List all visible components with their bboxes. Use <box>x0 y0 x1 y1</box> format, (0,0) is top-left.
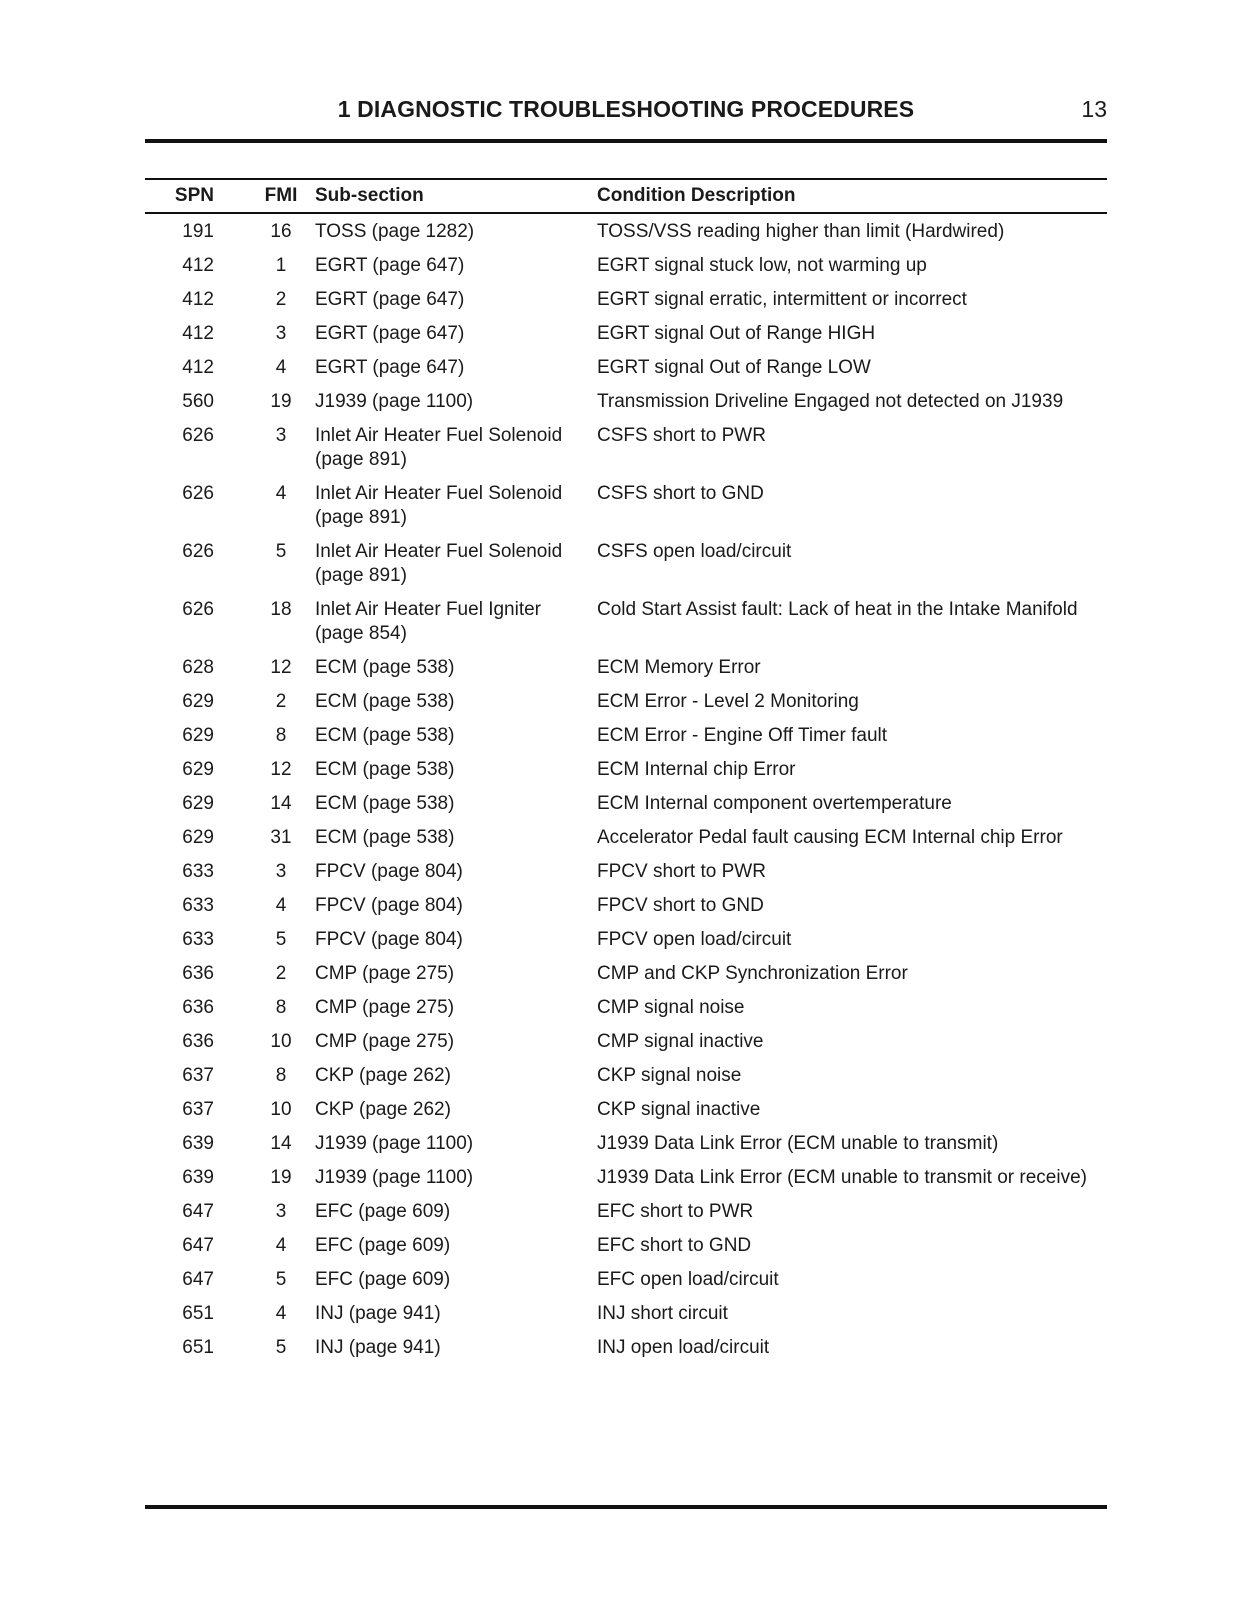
cell-spn: 560 <box>182 391 214 412</box>
cell-fmi: 5 <box>275 929 287 950</box>
cell-fmi: 18 <box>270 599 292 620</box>
page-title: 1 DIAGNOSTIC TROUBLESHOOTING PROCEDURES <box>337 96 915 122</box>
cell-sub-section: ECM (page 538) <box>315 793 455 814</box>
cell-sub-section: EFC (page 609) <box>315 1201 451 1222</box>
cell-fmi: 2 <box>275 289 287 310</box>
cell-condition-description: CKP signal inactive <box>597 1099 761 1120</box>
cell-sub-section: ECM (page 538) <box>315 691 455 712</box>
table-row <box>145 650 1107 684</box>
page-number: 13 <box>1081 96 1107 122</box>
table-row <box>145 418 1107 476</box>
table-row <box>145 684 1107 718</box>
table-row <box>145 888 1107 922</box>
table-row <box>145 956 1107 990</box>
cell-condition-description: CMP and CKP Synchronization Error <box>597 963 908 984</box>
cell-sub-section: CMP (page 275) <box>315 963 455 984</box>
cell-sub-section: CKP (page 262) <box>315 1099 451 1120</box>
cell-fmi: 3 <box>275 323 287 344</box>
cell-sub-section: EGRT (page 647) <box>315 289 465 310</box>
cell-fmi: 4 <box>275 483 287 504</box>
table-row <box>145 1024 1107 1058</box>
cell-sub-section: EGRT (page 647) <box>315 357 465 378</box>
cell-fmi: 31 <box>270 827 292 848</box>
cell-fmi: 5 <box>275 541 287 562</box>
cell-fmi: 3 <box>275 425 287 446</box>
table-row <box>145 786 1107 820</box>
cell-condition-description: ECM Internal chip Error <box>597 759 796 780</box>
cell-spn: 628 <box>182 657 214 678</box>
cell-condition-description: INJ open load/circuit <box>597 1337 770 1358</box>
cell-condition-description: J1939 Data Link Error (ECM unable to transmit or receive) <box>597 1167 1087 1188</box>
cell-spn: 412 <box>182 255 214 276</box>
cell-sub-section: Inlet Air Heater Fuel Solenoid (page 891) <box>315 541 563 586</box>
cell-condition-description: ECM Internal component overtemperature <box>597 793 952 814</box>
cell-spn: 633 <box>182 929 214 950</box>
table-row <box>145 476 1107 534</box>
cell-condition-description: EGRT signal Out of Range LOW <box>597 357 871 378</box>
table-body <box>145 213 1107 1364</box>
table-row <box>145 384 1107 418</box>
cell-sub-section: CMP (page 275) <box>315 1031 455 1052</box>
cell-condition-description: TOSS/VSS reading higher than limit (Hardwired) <box>597 221 1005 242</box>
cell-spn: 633 <box>182 861 214 882</box>
diagnostic-table-container <box>145 178 1107 1364</box>
cell-sub-section: EGRT (page 647) <box>315 323 465 344</box>
cell-sub-section: Inlet Air Heater Fuel Igniter (page 854) <box>315 599 541 644</box>
table-row <box>145 854 1107 888</box>
cell-sub-section: FPCV (page 804) <box>315 929 463 950</box>
table-row <box>145 592 1107 650</box>
cell-condition-description: EGRT signal stuck low, not warming up <box>597 255 927 276</box>
column-header-condition-description: Condition Description <box>597 185 796 206</box>
cell-spn: 412 <box>182 357 214 378</box>
cell-fmi: 4 <box>275 1235 287 1256</box>
cell-spn: 651 <box>182 1337 214 1358</box>
cell-spn: 629 <box>182 691 214 712</box>
cell-condition-description: INJ short circuit <box>597 1303 728 1324</box>
cell-sub-section: TOSS (page 1282) <box>315 221 475 242</box>
cell-sub-section: Inlet Air Heater Fuel Solenoid (page 891) <box>315 425 563 470</box>
cell-fmi: 3 <box>275 1201 287 1222</box>
cell-fmi: 19 <box>270 1167 292 1188</box>
table-row <box>145 1228 1107 1262</box>
cell-fmi: 4 <box>275 357 287 378</box>
cell-condition-description: FPCV short to PWR <box>597 861 766 882</box>
cell-sub-section: EGRT (page 647) <box>315 255 465 276</box>
cell-condition-description: EFC short to PWR <box>597 1201 754 1222</box>
cell-spn: 191 <box>182 221 214 242</box>
cell-spn: 636 <box>182 1031 214 1052</box>
cell-spn: 647 <box>182 1269 214 1290</box>
cell-condition-description: EFC open load/circuit <box>597 1269 779 1290</box>
cell-fmi: 8 <box>275 725 287 746</box>
table-row <box>145 752 1107 786</box>
cell-fmi: 12 <box>270 657 292 678</box>
cell-spn: 629 <box>182 793 214 814</box>
cell-fmi: 12 <box>270 759 292 780</box>
cell-sub-section: ECM (page 538) <box>315 759 455 780</box>
cell-sub-section: ECM (page 538) <box>315 827 455 848</box>
cell-condition-description: EGRT signal erratic, intermittent or incorrect <box>597 289 967 310</box>
table-row <box>145 1194 1107 1228</box>
cell-spn: 637 <box>182 1065 214 1086</box>
cell-spn: 626 <box>182 483 214 504</box>
cell-sub-section: J1939 (page 1100) <box>315 391 474 412</box>
table-row <box>145 282 1107 316</box>
column-header-sub-section: Sub-section <box>315 185 424 206</box>
cell-fmi: 3 <box>275 861 287 882</box>
table-row <box>145 248 1107 282</box>
cell-condition-description: CSFS short to PWR <box>597 425 766 446</box>
cell-fmi: 14 <box>270 1133 292 1154</box>
cell-sub-section: J1939 (page 1100) <box>315 1133 474 1154</box>
cell-condition-description: CSFS short to GND <box>597 483 764 504</box>
cell-sub-section: INJ (page 941) <box>315 1337 441 1358</box>
cell-spn: 629 <box>182 827 214 848</box>
cell-sub-section: Inlet Air Heater Fuel Solenoid (page 891) <box>315 483 563 528</box>
cell-fmi: 10 <box>270 1099 292 1120</box>
cell-sub-section: INJ (page 941) <box>315 1303 441 1324</box>
cell-spn: 629 <box>182 725 214 746</box>
cell-condition-description: ECM Memory Error <box>597 657 761 678</box>
cell-fmi: 8 <box>275 1065 287 1086</box>
cell-condition-description: J1939 Data Link Error (ECM unable to transmit) <box>597 1133 999 1154</box>
cell-condition-description: CSFS open load/circuit <box>597 541 792 562</box>
cell-fmi: 14 <box>270 793 292 814</box>
cell-spn: 651 <box>182 1303 214 1324</box>
table-row <box>145 213 1107 248</box>
cell-spn: 647 <box>182 1235 214 1256</box>
cell-spn: 647 <box>182 1201 214 1222</box>
cell-spn: 626 <box>182 425 214 446</box>
table-row <box>145 718 1107 752</box>
table-row <box>145 1296 1107 1330</box>
cell-fmi: 2 <box>275 691 287 712</box>
cell-sub-section: CKP (page 262) <box>315 1065 451 1086</box>
cell-fmi: 1 <box>275 255 287 276</box>
cell-spn: 412 <box>182 323 214 344</box>
cell-condition-description: Accelerator Pedal fault causing ECM Internal chip Error <box>597 827 1063 848</box>
cell-fmi: 16 <box>270 221 292 242</box>
table-row <box>145 1058 1107 1092</box>
cell-fmi: 5 <box>275 1269 287 1290</box>
cell-spn: 636 <box>182 963 214 984</box>
footer-rule <box>145 1505 1107 1509</box>
cell-fmi: 4 <box>275 895 287 916</box>
cell-fmi: 2 <box>275 963 287 984</box>
cell-fmi: 10 <box>270 1031 292 1052</box>
table-row <box>145 350 1107 384</box>
cell-spn: 639 <box>182 1133 214 1154</box>
table-row <box>145 1160 1107 1194</box>
table-header-row <box>145 179 1107 213</box>
cell-condition-description: Transmission Driveline Engaged not detected on J1939 <box>597 391 1064 412</box>
table-row <box>145 316 1107 350</box>
cell-fmi: 4 <box>275 1303 287 1324</box>
cell-condition-description: CMP signal noise <box>597 997 745 1018</box>
column-header-fmi: FMI <box>264 185 298 206</box>
cell-fmi: 5 <box>275 1337 287 1358</box>
table-row <box>145 990 1107 1024</box>
cell-sub-section: EFC (page 609) <box>315 1269 451 1290</box>
cell-condition-description: ECM Error - Level 2 Monitoring <box>597 691 859 712</box>
table-row <box>145 1126 1107 1160</box>
cell-condition-description: FPCV open load/circuit <box>597 929 792 950</box>
cell-sub-section: FPCV (page 804) <box>315 861 463 882</box>
cell-spn: 637 <box>182 1099 214 1120</box>
cell-condition-description: Cold Start Assist fault: Lack of heat in the Intake Manifold <box>597 599 1078 620</box>
table-row <box>145 534 1107 592</box>
cell-fmi: 8 <box>275 997 287 1018</box>
table-header <box>145 179 1107 213</box>
column-header-spn: SPN <box>174 185 214 206</box>
cell-sub-section: ECM (page 538) <box>315 725 455 746</box>
cell-spn: 633 <box>182 895 214 916</box>
cell-spn: 639 <box>182 1167 214 1188</box>
page-header <box>145 96 1107 128</box>
cell-sub-section: EFC (page 609) <box>315 1235 451 1256</box>
cell-condition-description: EGRT signal Out of Range HIGH <box>597 323 876 344</box>
cell-condition-description: EFC short to GND <box>597 1235 752 1256</box>
cell-condition-description: FPCV short to GND <box>597 895 764 916</box>
table-row <box>145 1262 1107 1296</box>
cell-condition-description: CMP signal inactive <box>597 1031 764 1052</box>
diagnostic-code-table <box>145 178 1107 1364</box>
cell-sub-section: FPCV (page 804) <box>315 895 463 916</box>
cell-spn: 626 <box>182 541 214 562</box>
cell-spn: 629 <box>182 759 214 780</box>
cell-condition-description: CKP signal noise <box>597 1065 742 1086</box>
table-row <box>145 1092 1107 1126</box>
cell-sub-section: J1939 (page 1100) <box>315 1167 474 1188</box>
table-row <box>145 820 1107 854</box>
cell-spn: 412 <box>182 289 214 310</box>
cell-spn: 636 <box>182 997 214 1018</box>
cell-condition-description: ECM Error - Engine Off Timer fault <box>597 725 888 746</box>
cell-sub-section: CMP (page 275) <box>315 997 455 1018</box>
cell-spn: 626 <box>182 599 214 620</box>
cell-fmi: 19 <box>270 391 292 412</box>
header-rule <box>145 139 1107 143</box>
table-row <box>145 1330 1107 1364</box>
cell-sub-section: ECM (page 538) <box>315 657 455 678</box>
table-row <box>145 922 1107 956</box>
